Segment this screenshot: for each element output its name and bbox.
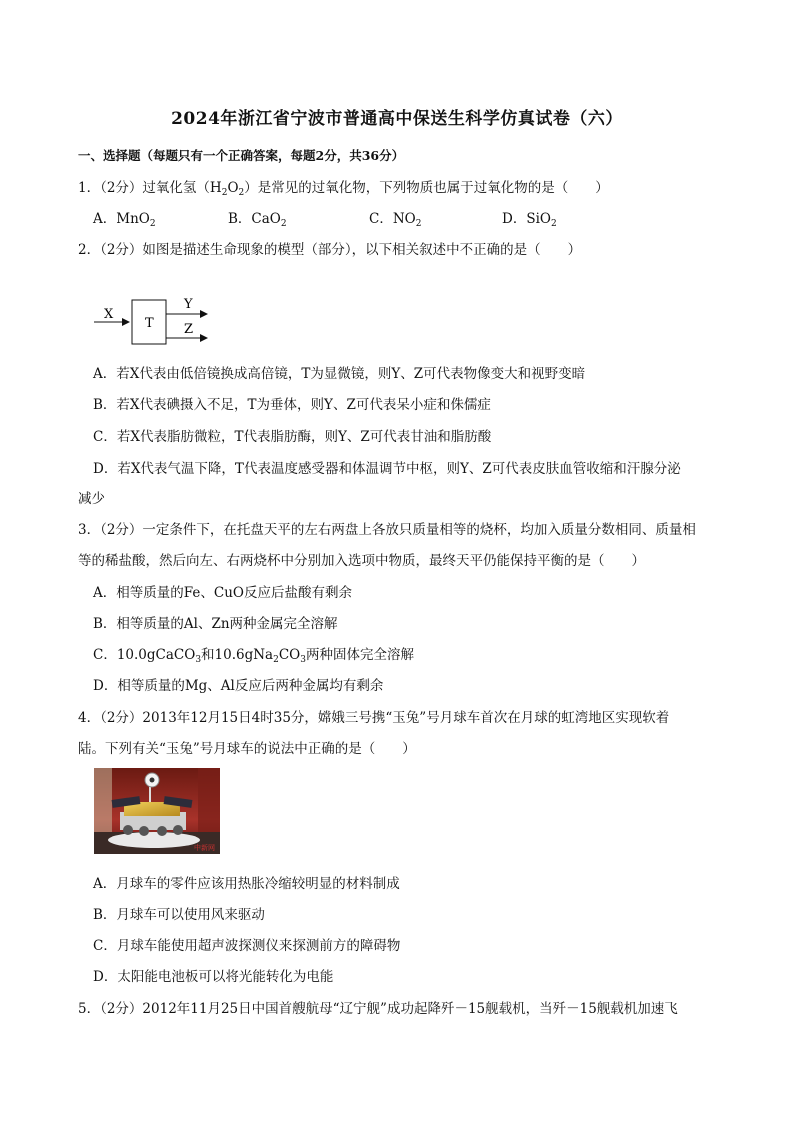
- q2-option-a[interactable]: A．若X代表由低倍镜换成高倍镜，T为显微镜，则Y、Z可代表物像变大和视野变暗: [93, 366, 586, 382]
- q4-option-a[interactable]: A．月球车的零件应该用热胀冷缩较明显的材料制成: [93, 876, 400, 892]
- q1-option-c[interactable]: C．$NO_2$: [369, 211, 422, 229]
- q4-option-d[interactable]: D．太阳能电池板可以将光能转化为电能: [93, 969, 334, 985]
- q1-option-a[interactable]: A．MnO$_2$: [93, 211, 156, 229]
- question-2-stem: 2．（2分）如图是描述生命现象的模型（部分），以下相关叙述中不正确的是（ ）: [78, 242, 582, 258]
- q3-option-b[interactable]: B．相等质量的Al、Zn两种金属完全溶解: [93, 616, 338, 632]
- diagram-label-t: T: [145, 316, 154, 331]
- question-5-stem-line1: 5．（2分）2012年11月25日中国首艘航母“辽宁舰”成功起降歼－15舰载机，当歼－15舰载机加速飞: [78, 1001, 678, 1017]
- question-3-stem-line1: 3．（2分）一定条件下，在托盘天平的左右两盘上各放只质量相等的烧杯，均加入质量分数相同、质量相: [78, 522, 696, 538]
- q2-option-d[interactable]: D．若X代表气温下降，T代表温度感受器和体温调节中枢，则Y、Z可代表皮肤血管收缩和汗腺分泌: [93, 461, 681, 477]
- section-heading: 一、选择题（每题只有一个正确答案，每题2分，共36分）: [78, 148, 405, 163]
- q4-option-c[interactable]: C．月球车能使用超声波探测仪来探测前方的障碍物: [93, 938, 401, 954]
- q3-option-d[interactable]: D．相等质量的Mg、Al反应后两种金属均有剩余: [93, 678, 384, 694]
- q3-option-a[interactable]: A．相等质量的Fe、CuO反应后盐酸有剩余: [93, 585, 352, 601]
- diagram-label-y: Y: [184, 297, 193, 312]
- lunar-rover-photo: [94, 768, 220, 854]
- q1-option-d[interactable]: D．SiO$_2$: [502, 211, 557, 229]
- photo-watermark: 中新网: [194, 844, 215, 852]
- q2-option-b[interactable]: B．若X代表碘摄入不足，T为垂体，则Y、Z可代表呆小症和侏儒症: [93, 397, 491, 413]
- diagram-label-z: Z: [184, 322, 194, 337]
- q4-option-b[interactable]: B．月球车可以使用风来驱动: [93, 907, 265, 923]
- q2-option-c[interactable]: C．若X代表脂肪微粒，T代表脂肪酶，则Y、Z可代表甘油和脂肪酸: [93, 429, 492, 445]
- page-title: 2024年浙江省宁波市普通高中保送生科学仿真试卷（六）: [171, 109, 623, 129]
- q1-option-b[interactable]: B．CaO$_2$: [228, 211, 287, 229]
- question-4-stem-line2: 陆。下列有关“玉兔”号月球车的说法中正确的是（ ）: [78, 741, 416, 757]
- question-1-stem: 1．（2分）过氧化氢$(H_2O_2)$是常见的过氧化物，下列物质也属于过氧化物的是（ ）: [78, 180, 609, 198]
- diagram-label-x: X: [104, 307, 114, 322]
- q3-option-c[interactable]: C．10.0gCaCO$_3$和$10.6gNa_2CO_3$两种固体完全溶解: [93, 647, 414, 665]
- question-4-stem-line1: 4．（2分）2013年12月15日4时35分，嫦娥三号携“玉兔”号月球车首次在月球的虹湾地区实现软着: [78, 710, 670, 726]
- question-3-stem-line2: 等的稀盐酸，然后向左、右两烧杯中分别加入选项中物质，最终天平仍能保持平衡的是（ ）: [78, 553, 645, 569]
- model-diagram: [88, 292, 228, 352]
- q2-option-d-continued: 减少: [78, 491, 105, 507]
